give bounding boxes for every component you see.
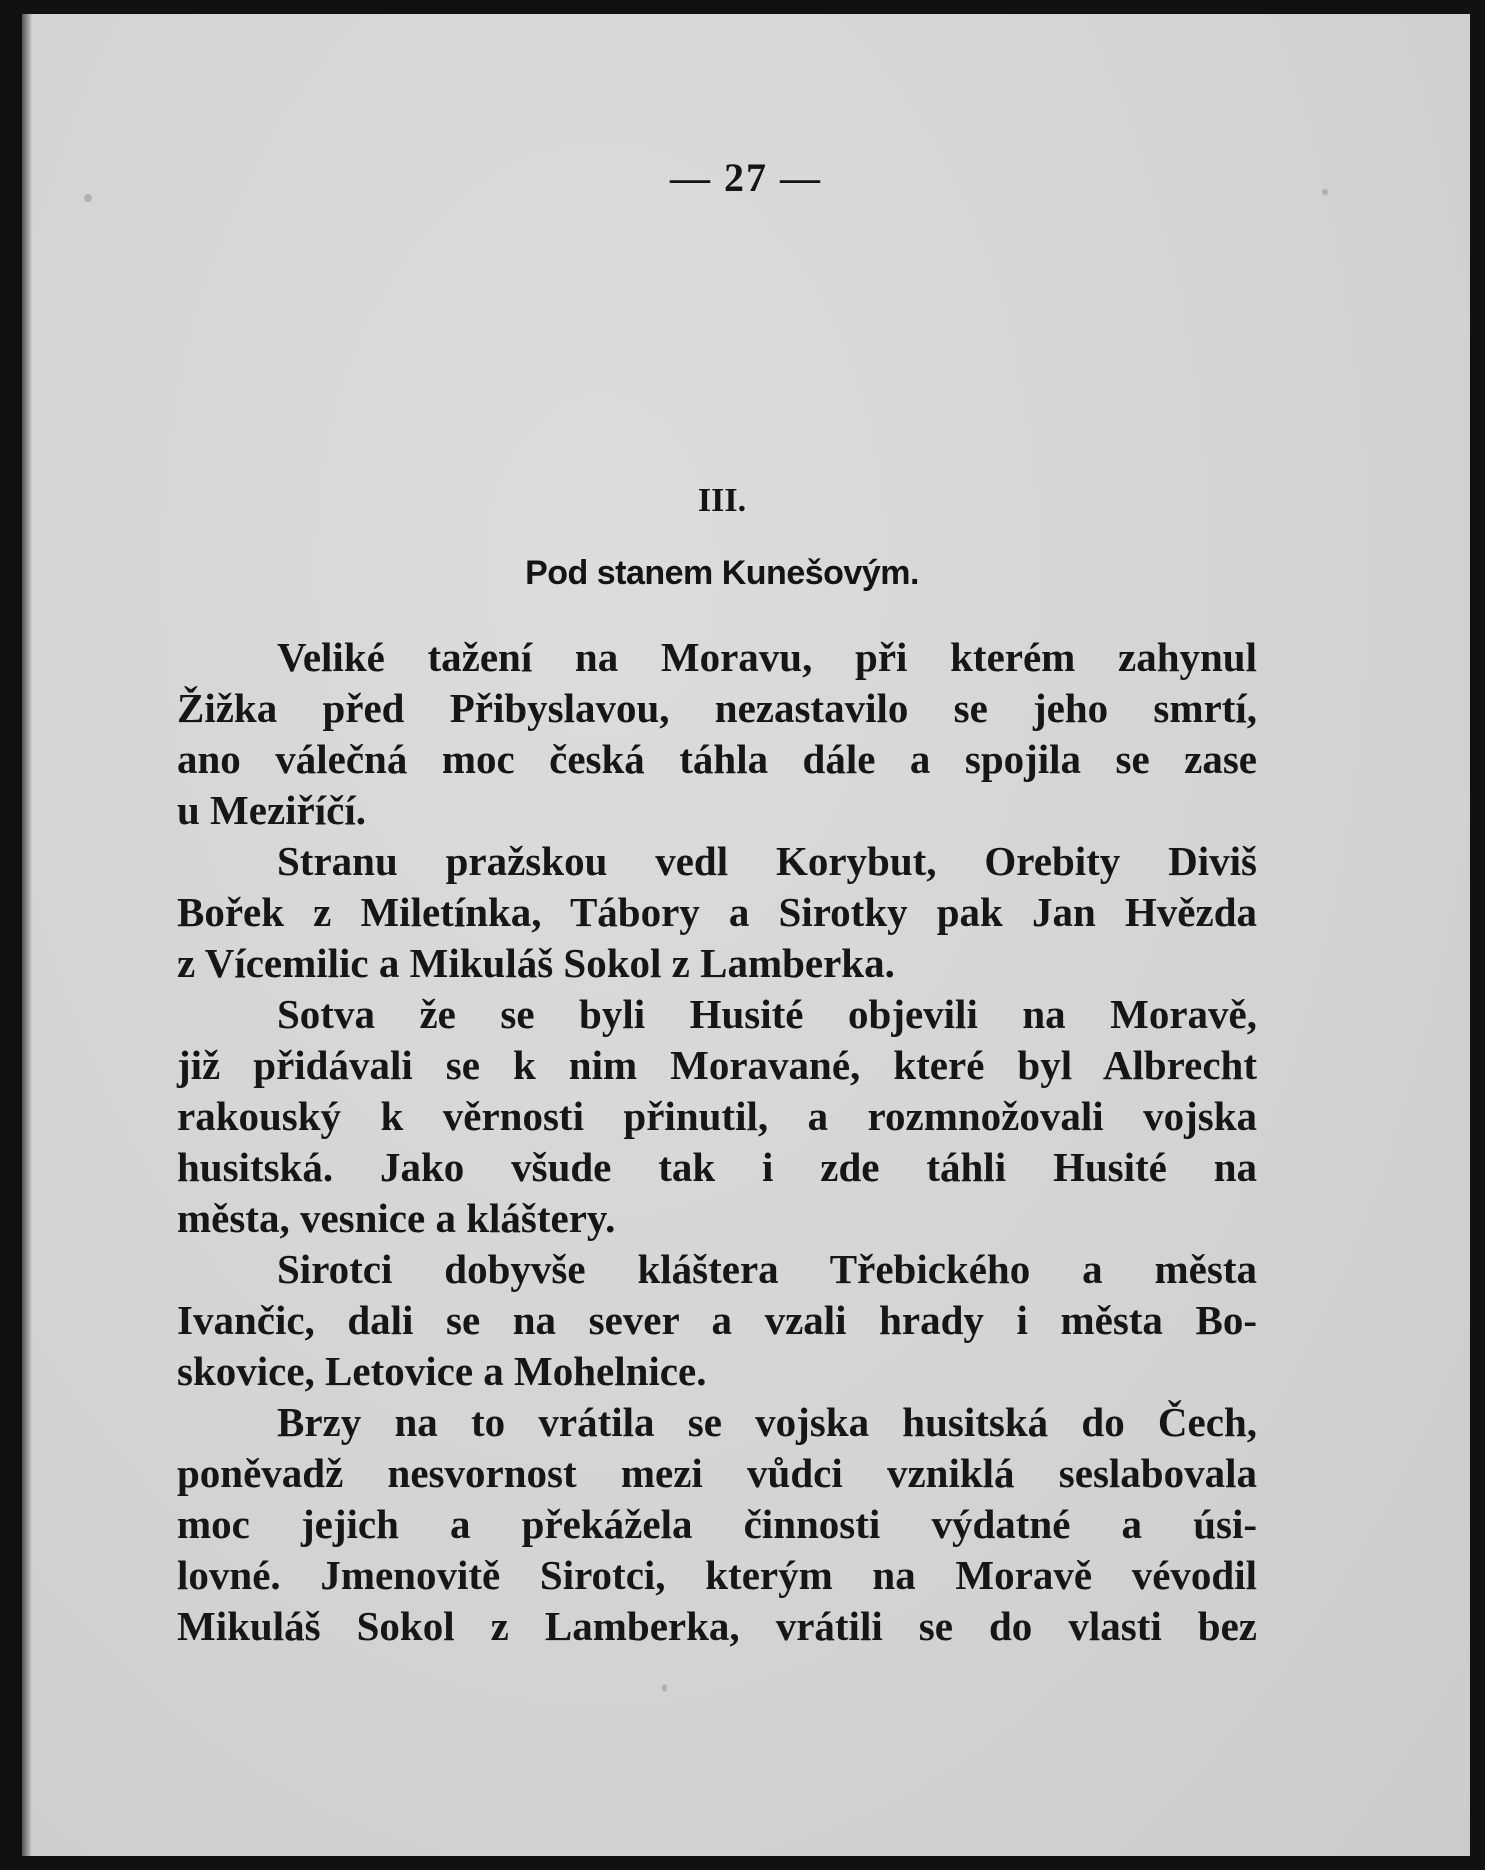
paragraph	[177, 632, 1257, 836]
text-line: již přidávali se k nim Moravané, které byl Albrecht	[177, 1042, 1257, 1088]
text-line: Ivančic, dali se na sever a vzali hrady i města Bo-	[177, 1297, 1257, 1343]
text-line: lovné. Jmenovitě Sirotci, kterým na Moravě vévodil	[177, 1552, 1257, 1598]
paragraph	[177, 836, 1257, 989]
text-line: u Meziříčí.	[177, 787, 366, 833]
chapter-title: Pod stanem Kunešovým.	[525, 554, 919, 592]
text-line: Stranu pražskou vedl Korybut, Orebity Diviš	[277, 838, 1257, 884]
text-line: Žižka před Přibyslavou, nezastavilo se jeho smrtí,	[177, 685, 1257, 731]
paragraph	[177, 1244, 1257, 1397]
text-line: Sirotci dobyvše kláštera Třebického a města	[277, 1246, 1257, 1292]
paragraph	[177, 989, 1257, 1244]
text-line: ano válečná moc česká táhla dále a spojila se zase	[177, 736, 1257, 782]
text-line: z Vícemilic a Mikuláš Sokol z Lamberka.	[177, 940, 895, 986]
paragraph	[177, 1397, 1257, 1652]
text-line: moc jejich a překážela činnosti výdatné a úsi-	[177, 1501, 1257, 1547]
body-text	[177, 632, 1257, 1652]
text-line: Sotva že se byli Husité objevili na Moravě,	[277, 991, 1257, 1037]
text-line: města, vesnice a kláštery.	[177, 1195, 616, 1241]
text-line: skovice, Letovice a Mohelnice.	[177, 1348, 707, 1394]
paper-speck	[662, 1684, 667, 1692]
text-line: Brzy na to vrátila se vojska husitská do Čech,	[277, 1399, 1257, 1445]
text-line: Bořek z Miletínka, Tábory a Sirotky pak Jan Hvězda	[177, 889, 1257, 935]
page-spine-shadow	[22, 14, 32, 1856]
text-line: poněvadž nesvornost mezi vůdci vzniklá seslabovala	[177, 1450, 1257, 1496]
text-line: Mikuláš Sokol z Lamberka, vrátili se do vlasti bez	[177, 1603, 1257, 1649]
chapter-number: III.	[697, 482, 747, 519]
text-line: rakouský k věrnosti přinutil, a rozmnožovali vojska	[177, 1093, 1257, 1139]
book-page	[22, 14, 1470, 1856]
text-line: husitská. Jako všude tak i zde táhli Husité na	[177, 1144, 1257, 1190]
page-number: — 27 —	[670, 155, 822, 200]
text-line: Veliké tažení na Moravu, při kterém zahynul	[277, 634, 1257, 680]
